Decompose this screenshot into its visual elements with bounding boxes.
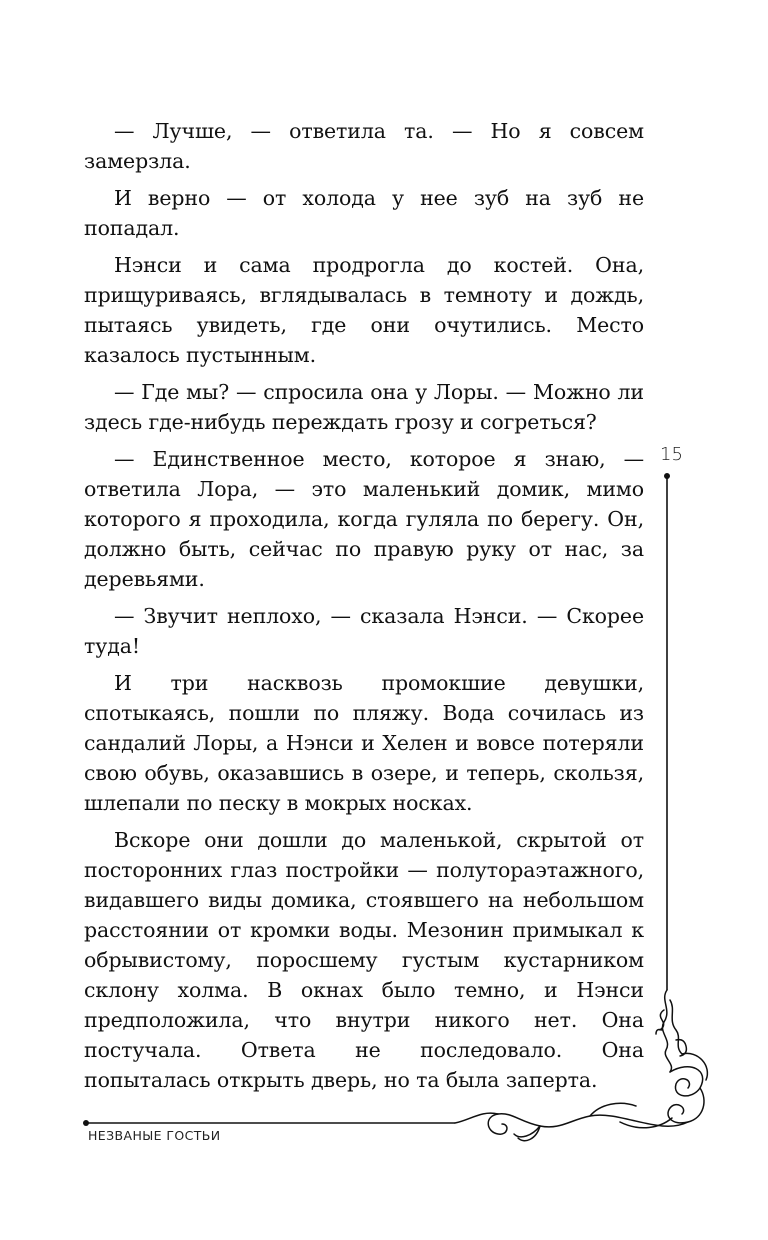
paragraph: Вскоре они дошли до маленькой, скрытой от посторонних глаз постройки — полутораэтажного, видавшего виды домика, стоявшего на небольшом расстоянии от кромки воды. Мезонин примыкал к обрывистому, поросшему густым кустарником склону холма. В окнах было темно, и Нэнси предположила, что внутри никого нет. Она постучала. Ответа не последовало. Она попыталась открыть дверь, но та была заперта. bbox=[84, 828, 644, 1092]
paragraph: И верно — от холода у нее зуб на зуб не попадал. bbox=[84, 186, 644, 240]
paragraph: — Лучше, — ответила та. — Но я совсем замерзла. bbox=[84, 119, 644, 173]
paragraph: — Звучит неплохо, — сказала Нэнси. — Скорее туда! bbox=[84, 604, 644, 658]
paragraph: Нэнси и сама продрогла до костей. Она, прищуриваясь, вглядывалась в темноту и дождь, пытаясь увидеть, где они очутились. Место казалось пустынным. bbox=[84, 253, 644, 367]
paragraph: И три насквозь промокшие девушки, спотыкаясь, пошли по пляжу. Вода сочилась из сандалий Лоры, а Нэнси и Хелен и вовсе потеряли свою обувь, оказавшись в озере, и теперь, скользя, шлепали по песку в мокрых носках. bbox=[84, 671, 644, 815]
corner-flourish bbox=[455, 990, 707, 1141]
running-head: НЕЗВАНЫЕ ГОСТЬИ bbox=[88, 1128, 221, 1143]
paragraph: — Единственное место, которое я знаю, — ответила Лора, — это маленький домик, мимо которого я проходила, когда гуляла по берегу. Он, должно быть, сейчас по правую руку от нас, за деревьями. bbox=[84, 447, 644, 591]
paragraph: — Где мы? — спросила она у Лоры. — Можно ли здесь где-нибудь переждать грозу и согреться? bbox=[84, 380, 644, 434]
page-number: 15 bbox=[660, 444, 683, 465]
